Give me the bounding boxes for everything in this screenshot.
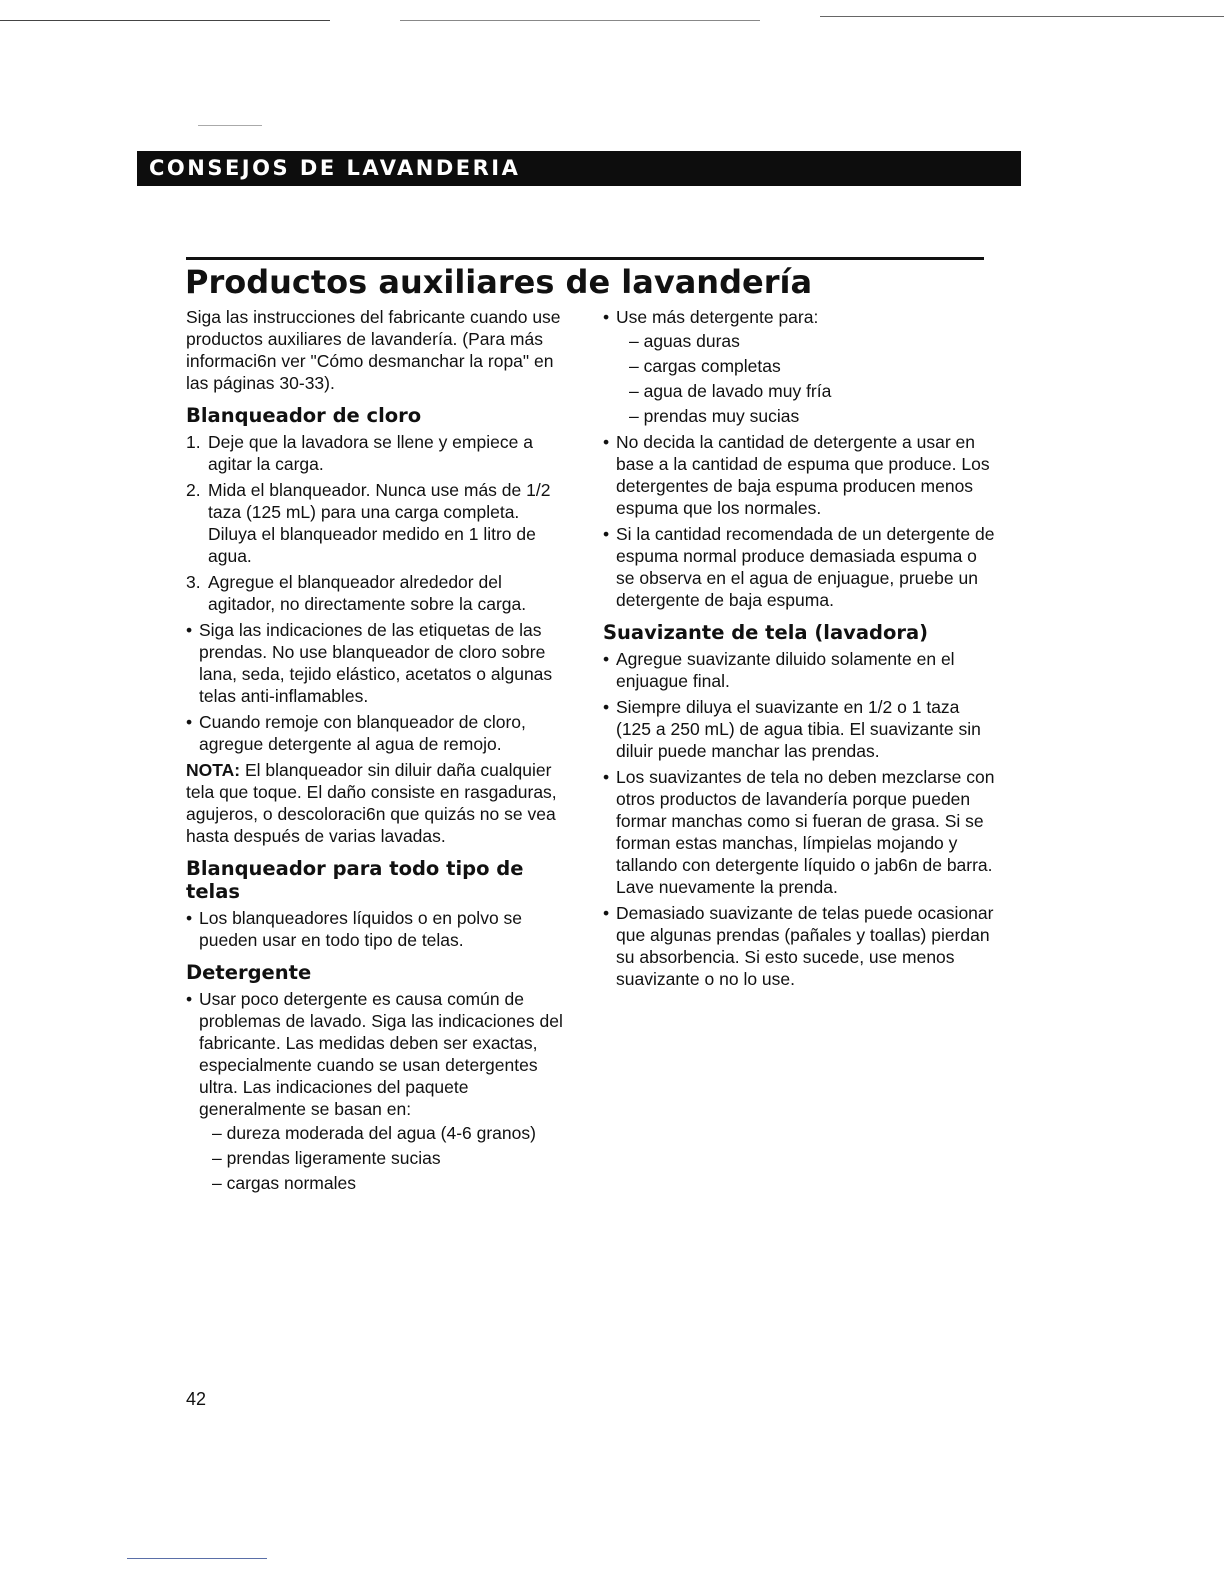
bullet-glyph: • [603,767,610,787]
step-item [186,571,571,615]
step-text: Agregue el blanqueador alrededor del agitador, no directamente sobre la carga. [208,572,527,614]
dash-item: – cargas completas [629,356,781,376]
detergent-heading: Detergente [186,961,312,984]
dash-item: – agua de lavado muy fría [629,381,832,401]
page-title: Productos auxiliares de lavandería [185,263,813,301]
bullet-glyph: • [186,908,193,928]
bullet-glyph: • [186,712,193,732]
fabric-softener-heading: Suavizante de tela (lavadora) [603,621,929,644]
bullet-item [186,988,571,1194]
step-number: 1. [186,432,201,452]
bullet-item [603,648,998,692]
left-column [186,306,571,1198]
chlorine-bleach-heading: Blanqueador de cloro [186,404,422,427]
dash-item: – dureza moderada del agua (4-6 granos) [212,1123,536,1143]
bullet-item [603,902,998,990]
bullet-text: Si la cantidad recomendada de un detergente de espuma normal produce demasiada espuma o se observa en el agua de enjuague, pruebe un detergente de baja espuma. [616,524,995,610]
step-number: 2. [186,480,201,500]
bullet-item [186,711,571,755]
bullet-glyph: • [603,432,610,452]
bullet-item [186,907,571,951]
step-text: Mida el blanqueador. Nunca use más de 1/2 taza (125 mL) para una carga completa. Diluya el blanqueador medido en 1 litro de agua. [208,480,551,566]
bullet-text: Demasiado suavizante de telas puede ocasionar que algunas prendas (pañales y toallas) pierdan su absorbencia. Si esto sucede, use menos suavizante o no lo use. [616,903,994,989]
note-label: NOTA: [186,760,241,780]
bullet-text: Use más detergente para: [616,307,819,327]
note-paragraph [186,759,571,847]
page-number: 42 [186,1389,207,1409]
bullet-item [186,619,571,707]
bullet-glyph: • [186,620,193,640]
bullet-item [603,523,998,611]
chlorine-bleach-steps [186,431,571,615]
bullet-glyph: • [603,307,610,327]
step-text: Deje que la lavadora se llene y empiece a agitar la carga. [208,432,533,474]
bullet-glyph: • [186,989,193,1009]
bullet-text: Siga las indicaciones de las etiquetas de las prendas. No use blanqueador de cloro sobre lana, seda, tejido elástico, acetatos o algunas telas anti-inflamables. [199,620,553,706]
scan-artifact-line [198,125,262,126]
bullet-text: Usar poco detergente es causa común de problemas de lavado. Siga las indicaciones del fabricante. Las medidas deben ser exactas, especialmente cuando se usan detergentes ultra. Las indicaciones del paquete generalmente se basan en: [199,989,563,1119]
bullet-text: Los suavizantes de tela no deben mezclarse con otros productos de lavandería porque pueden formar manchas como si fueran de grasa. Si se forman estas manchas, límpielas mojando y tallando con detergente líquido o jab6n de barra. Lave nuevamente la prenda. [616,767,995,897]
dash-item: – aguas duras [629,331,740,351]
scan-artifact-line [0,20,330,21]
right-column [603,306,998,994]
bullet-item [603,431,998,519]
section-header-bar: CONSEJOS DE LAVANDERIA [137,151,1021,186]
note-text: El blanqueador sin diluir daña cualquier tela que toque. El daño consiste en rasgaduras, agujeros, o descoloraci6n que quizás no se vea hasta después de varias lavadas. [186,760,557,846]
chlorine-bleach-bullets [186,619,571,755]
step-number: 3. [186,572,201,592]
step-item [186,431,571,475]
package-basis-list [199,1122,571,1194]
more-detergent-list [616,330,998,427]
title-rule [186,257,984,260]
bullet-item [603,766,998,898]
step-item [186,479,571,567]
scan-artifact-line [820,16,1224,17]
bullet-text: Agregue suavizante diluido solamente en el enjuague final. [616,649,955,691]
bullet-glyph: • [603,697,610,717]
dash-item: – prendas ligeramente sucias [212,1148,441,1168]
bullet-item [603,306,998,427]
scan-artifact-line [400,20,760,21]
bullet-glyph: • [603,524,610,544]
all-fabric-bleach-bullets [186,907,571,951]
detergent-bullets [186,988,571,1194]
bullet-text: No decida la cantidad de detergente a usar en base a la cantidad de espuma que produce. Los detergentes de baja espuma producen menos espuma que los normales. [616,432,990,518]
dash-item: – cargas normales [212,1173,356,1193]
detergent-bullets-continued [603,306,998,611]
bullet-text: Siempre diluya el suavizante en 1/2 o 1 taza (125 a 250 mL) de agua tibia. El suavizante sin diluir puede manchar las prendas. [616,697,981,761]
scan-artifact-line [127,1558,267,1559]
dash-item: – prendas muy sucias [629,406,800,426]
fabric-softener-bullets [603,648,998,990]
intro-paragraph: Siga las instrucciones del fabricante cuando use productos auxiliares de lavandería. (Para más informaci6n ver "Cómo desmanchar la ropa" en las páginas 30-33). [186,307,561,393]
bullet-glyph: • [603,649,610,669]
bullet-item [603,696,998,762]
bullet-glyph: • [603,903,610,923]
all-fabric-bleach-heading: Blanqueador para todo tipo de telas [186,857,524,903]
bullet-text: Los blanqueadores líquidos o en polvo se pueden usar en todo tipo de telas. [199,908,523,950]
bullet-text: Cuando remoje con blanqueador de cloro, agregue detergente al agua de remojo. [199,712,526,754]
